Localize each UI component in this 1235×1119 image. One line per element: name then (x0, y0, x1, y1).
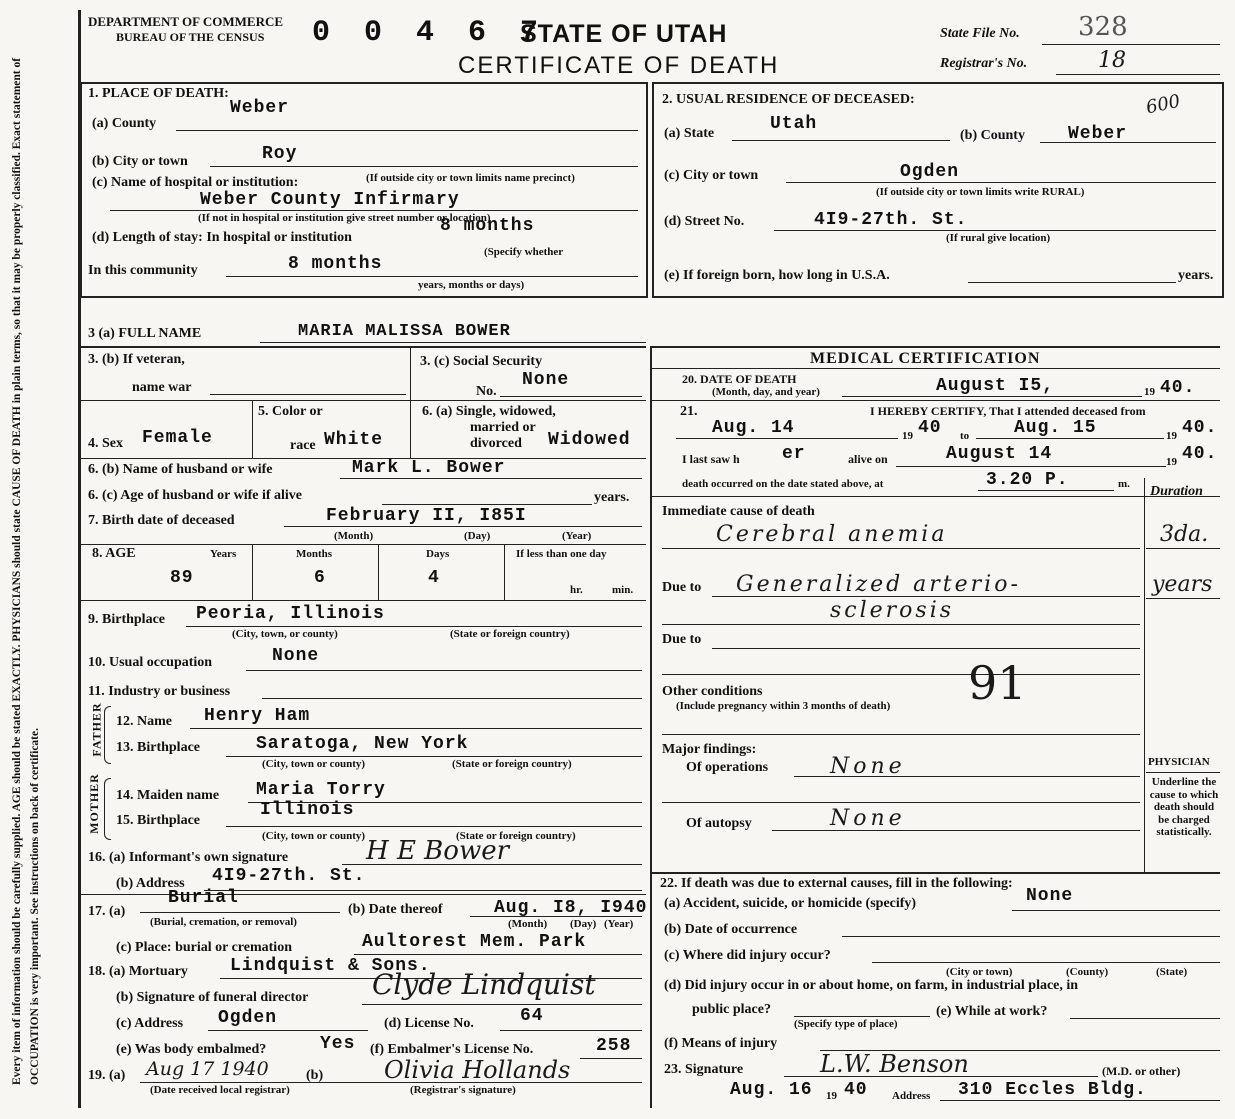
sig-address-label: Address (892, 1090, 931, 1102)
duration-label: Duration (1150, 484, 1203, 499)
column-divider (650, 346, 652, 1108)
embalmed-value: Yes (320, 1034, 356, 1054)
mother-name-value: Maria Torry (256, 780, 386, 800)
marital-value: Widowed (548, 430, 631, 450)
place-city-line (210, 166, 638, 167)
informant-address-line (204, 890, 642, 891)
external-label: 22. If death was due to external causes, fill in the following: (660, 876, 1013, 891)
state-file-value: 328 (1078, 12, 1128, 42)
marital-label-2: married or (470, 420, 536, 435)
res-street-line (774, 230, 1216, 231)
due-2b-line (662, 674, 1140, 675)
bureau-label: BUREAU OF THE CENSUS (116, 30, 265, 44)
disposal-line (140, 912, 340, 913)
age-min-label: min. (612, 584, 634, 596)
occurred-label: death occurred on the date stated above, at (682, 478, 884, 490)
due-line-1 (712, 596, 1140, 597)
embalmer-line (580, 1058, 642, 1059)
spouse-age-line (382, 504, 592, 505)
res-foreign-line (968, 282, 1176, 283)
war-line (210, 394, 406, 395)
res-state-value: Utah (770, 114, 818, 134)
accident-label: (a) Accident, suicide, or homicide (specify) (664, 896, 917, 911)
birthplace-value: Peoria, Illinois (196, 604, 385, 624)
accident-line (1012, 910, 1220, 911)
major-findings-label: Major findings: (662, 742, 757, 757)
medical-heading: MEDICAL CERTIFICATION (810, 350, 1041, 367)
mortuary-label: 18. (a) Mortuary (88, 964, 188, 979)
years-note: years, months or days) (418, 279, 525, 291)
serial-number: 0 0 4 6 7 (312, 16, 547, 50)
age-divider-1 (252, 544, 253, 600)
hospital-note: (If outside city or town limits name precinct) (366, 172, 575, 184)
sex-value: Female (142, 428, 213, 448)
occurrence-line (842, 936, 1220, 937)
operations-value: None (830, 754, 906, 779)
dod-year: 40. (1160, 378, 1196, 398)
age-years-value: 89 (170, 568, 194, 588)
where-label: (c) Where did injury occur? (664, 948, 831, 963)
informant-signature: H E Bower (366, 836, 510, 866)
mother-bracket (104, 778, 111, 840)
community-line (226, 276, 638, 277)
means-label: (f) Means of injury (664, 1036, 778, 1051)
other-note: (Include pregnancy within 3 months of death) (676, 700, 891, 712)
registrar-signature: Olivia Hollands (384, 1056, 571, 1084)
where-line (872, 962, 1220, 963)
director-line (362, 1004, 642, 1005)
birth-date-label: 7. Birth date of deceased (88, 513, 235, 528)
community-label: In this community (88, 263, 198, 278)
occupation-line (246, 670, 642, 671)
to-label: to (960, 430, 970, 442)
birth-date-value: February II, I85I (326, 506, 527, 526)
race-value: White (324, 430, 384, 450)
marital-label-3: divorced (470, 436, 522, 451)
father-name-line (190, 728, 642, 729)
stay-hospital-value: 8 months (440, 216, 535, 236)
public-note: (Specify type of place) (794, 1018, 898, 1030)
res-state-line (732, 140, 950, 141)
dt-year-note: (Year) (604, 918, 634, 930)
father-birthplace-label: 13. Birthplace (116, 740, 200, 755)
birth-month-note: (Month) (334, 530, 374, 542)
residence-heading: 2. USUAL RESIDENCE OF DECEASED: (662, 92, 915, 107)
residence-annotation: 600 (1144, 90, 1183, 119)
autopsy-line (772, 830, 1140, 831)
license-line (500, 1030, 642, 1031)
burial-place-value: Aultorest Mem. Park (362, 932, 587, 952)
mother-side-label: MOTHER (86, 773, 101, 834)
signature-year: 40 (844, 1080, 868, 1100)
lastsaw-date: August 14 (946, 444, 1053, 464)
father-side-label: FATHER (89, 702, 104, 757)
filed-line (140, 1082, 642, 1083)
disposal-value: Burial (168, 888, 239, 908)
state-title: STATE OF UTAH (520, 20, 728, 48)
hospital-note-2: (If not in hospital or institution give street number or location) (198, 212, 491, 224)
hospital-line (110, 210, 638, 211)
father-city-note: (City, town or county) (262, 758, 366, 770)
hospital-label: (c) Name of hospital or institution: (92, 175, 299, 190)
row-divider-2 (80, 400, 646, 401)
war-label: name war (132, 380, 192, 395)
age-label: 8. AGE (92, 546, 136, 561)
specify-note: (Specify whether (484, 246, 564, 258)
occupation-label: 10. Usual occupation (88, 655, 213, 670)
ss-line (500, 396, 642, 397)
spouse-age-suffix: years. (594, 490, 630, 505)
sex-race-divider (252, 400, 253, 458)
ss-value: None (522, 370, 570, 390)
father-birthplace-value: Saratoga, New York (256, 734, 469, 754)
res-county-line (1040, 142, 1216, 143)
dod-label: 20. DATE OF DEATH (682, 372, 797, 386)
birth-year-note: (Year) (562, 530, 592, 542)
mother-state-note: (State or foreign country) (456, 830, 576, 842)
lastsaw-label: I last saw h (682, 452, 740, 466)
spouse-label: 6. (b) Name of husband or wife (88, 462, 273, 477)
time-line (978, 490, 1114, 491)
accident-value: None (1026, 886, 1074, 906)
immediate-label: Immediate cause of death (662, 504, 815, 519)
birthplace-city-note: (City, town, or county) (232, 628, 338, 640)
dod-value: August I5, (936, 376, 1055, 396)
veteran-label: 3. (b) If veteran, (88, 352, 185, 367)
dod-line (842, 396, 1142, 397)
birthplace-label: 9. Birthplace (88, 612, 165, 627)
filed-date-value: Aug 17 1940 (146, 1058, 269, 1080)
age-divider-3 (504, 544, 505, 600)
informant-address-label: (b) Address (116, 876, 185, 891)
home-label: (d) Did injury occur in or about home, on farm, in industrial place, in (664, 978, 1079, 993)
res-foreign-label: (e) If foreign born, how long in U.S.A. (664, 268, 890, 283)
work-label: (e) While at work? (936, 1004, 1048, 1019)
row-divider-1 (80, 346, 646, 348)
from-19: 19 (902, 430, 913, 442)
father-state-note: (State or foreign country) (452, 758, 572, 770)
operations-line-2 (662, 802, 1140, 803)
father-bracket (104, 706, 111, 764)
lastsaw-value: er (782, 444, 806, 464)
age-row-bottom (80, 600, 646, 601)
informant-line (342, 864, 642, 865)
physician-note: Underline the cause to which death should be charged statistically. (1149, 776, 1219, 838)
res-foreign-suffix: years. (1178, 268, 1214, 283)
res-street-note: (If rural give location) (946, 232, 1051, 244)
due-value-1: Generalized arterio- (736, 572, 1021, 597)
age-days-value: 4 (428, 568, 440, 588)
physician-signature: L.W. Benson (820, 1050, 969, 1078)
dod-year-prefix: 19 (1144, 386, 1155, 398)
father-name-label: 12. Name (116, 714, 172, 729)
community-value: 8 months (288, 254, 383, 274)
res-county-value: Weber (1068, 124, 1128, 144)
operations-label: Of operations (686, 760, 769, 775)
birthplace-line (186, 626, 642, 627)
age-divider-2 (378, 544, 379, 600)
where-city-note: (City or town) (946, 966, 1013, 978)
hospital-value: Weber County Infirmary (200, 190, 460, 210)
physician-label: PHYSICIAN (1148, 756, 1210, 768)
sig-address-line (940, 1100, 1220, 1101)
signature-date: Aug. 16 (730, 1080, 813, 1100)
medical-heading-line (650, 368, 1220, 369)
birth-date-line (284, 526, 642, 527)
immediate-duration-line (1146, 548, 1220, 549)
m-label: m. (1118, 478, 1130, 490)
attended-to: Aug. 15 (1014, 418, 1097, 438)
birthplace-state-note: (State or foreign country) (450, 628, 570, 640)
to-year: 40. (1182, 418, 1218, 438)
lastsaw-line (896, 466, 1166, 467)
burial-place-label: (c) Place: burial or cremation (116, 940, 292, 955)
full-name-label: 3 (a) FULL NAME (88, 326, 202, 341)
physician-line (1146, 772, 1220, 773)
due-value-2: sclerosis (830, 598, 955, 623)
place-county-line (176, 130, 638, 131)
dod-note: (Month, day, and year) (712, 386, 820, 398)
due-duration: years (1152, 572, 1213, 597)
mother-name-label: 14. Maiden name (116, 788, 220, 803)
mortuary-address-line (208, 1030, 368, 1031)
spouse-value: Mark L. Bower (352, 458, 506, 478)
age-lessday-label: If less than one day (516, 548, 607, 560)
cause-top-line (650, 496, 1220, 497)
signature-19: 19 (826, 1090, 837, 1102)
ss-label: 3. (c) Social Security (420, 354, 543, 369)
registrar-no-value: 18 (1098, 48, 1126, 73)
place-of-death-heading: 1. PLACE OF DEATH: (88, 86, 229, 101)
mother-birthplace-value: Illinois (260, 800, 355, 820)
immediate-value: Cerebral anemia (716, 522, 948, 547)
due-duration-line (1146, 598, 1220, 599)
to-19: 19 (1166, 430, 1177, 442)
state-file-line (1042, 44, 1220, 45)
embalmer-value: 258 (596, 1036, 632, 1056)
occupation-value: None (272, 646, 320, 666)
alive-on-label: alive on (848, 452, 888, 466)
age-months-label: Months (296, 548, 333, 560)
occurrence-label: (b) Date of occurrence (664, 922, 798, 937)
work-line (1070, 1018, 1220, 1019)
res-state-label: (a) State (664, 126, 715, 141)
father-name-value: Henry Ham (204, 706, 311, 726)
lastsaw-19: 19 (1166, 456, 1177, 468)
certificate-title: CERTIFICATE OF DEATH (458, 52, 780, 79)
autopsy-label: Of autopsy (686, 816, 752, 831)
duration-divider (1144, 478, 1145, 872)
res-city-note: (If outside city or town limits write RURAL) (876, 186, 1085, 198)
public-line (794, 1016, 930, 1017)
age-row-top (80, 544, 646, 545)
certify-text: I HEREBY CERTIFY, That I attended deceased from (870, 404, 1146, 418)
birth-day-note: (Day) (464, 530, 491, 542)
date-thereof-line (470, 916, 642, 917)
race-marital-divider (410, 400, 411, 458)
res-street-label: (d) Street No. (664, 214, 745, 229)
md-label: (M.D. or other) (1102, 1064, 1181, 1078)
attended-to-line (976, 438, 1164, 439)
color-label: 5. Color or (258, 404, 323, 419)
date-thereof-label: (b) Date thereof (348, 902, 443, 917)
full-name-value: MARIA MALISSA BOWER (298, 322, 511, 341)
due-label: Due to (662, 580, 702, 595)
filed-note: (Date received local registrar) (150, 1084, 290, 1096)
registrar-no-label: Registrar's No. (940, 56, 1028, 71)
medical-top-line (650, 346, 1220, 348)
spouse-line (340, 478, 642, 479)
place-county-value: Weber (230, 98, 290, 118)
spouse-age-label: 6. (c) Age of husband or wife if alive (88, 488, 303, 503)
mother-birthplace-label: 15. Birthplace (116, 813, 200, 828)
due-2-label: Due to (662, 632, 702, 647)
ss-no-label: No. (476, 384, 497, 399)
immediate-line (662, 548, 1140, 549)
signature-label: 23. Signature (664, 1062, 744, 1077)
sig-address-value: 310 Eccles Bldg. (958, 1080, 1147, 1100)
marital-label-1: 6. (a) Single, widowed, (422, 404, 556, 419)
res-city-line (786, 182, 1216, 183)
director-signature: Clyde Lindquist (372, 968, 596, 1001)
due-2-line (712, 648, 1140, 649)
operations-line (794, 776, 1140, 777)
res-city-label: (c) City or town (664, 168, 759, 183)
filed-label: 19. (a) (88, 1068, 126, 1083)
stay-label: (d) Length of stay: In hospital or institution (92, 230, 352, 245)
embalmer-label: (f) Embalmer's License No. (370, 1042, 534, 1057)
place-city-value: Roy (262, 144, 298, 164)
father-birthplace-line (226, 756, 642, 757)
director-label: (b) Signature of funeral director (116, 990, 309, 1005)
medical-21-line (650, 400, 1220, 401)
registrar-line (1056, 74, 1220, 75)
dt-day-note: (Day) (570, 918, 597, 930)
side-instructions: Every item of information should be carefully supplied. AGE should be stated EXACTLY. PHYSICIANS should state CAUSE OF DEATH in plain terms, so that it may be properly classified. Exact statement of OCCUPATION is very important. See instructions on back of certificate. (11, 57, 41, 1085)
informant-label: 16. (a) Informant's own signature (88, 850, 289, 865)
date-thereof-value: Aug. I8, I940 (494, 898, 648, 918)
state-file-label: State File No. (940, 26, 1020, 41)
autopsy-value: None (830, 806, 906, 831)
res-county-label: (b) County (960, 128, 1025, 143)
attended-from-line (676, 438, 898, 439)
mortuary-value: Lindquist & Sons. (230, 956, 431, 976)
external-top-line (650, 872, 1220, 874)
mortuary-address-label: (c) Address (116, 1016, 184, 1031)
place-city-label: (b) City or town (92, 154, 188, 169)
full-name-line (260, 342, 646, 343)
mother-city-note: (City, town or county) (262, 830, 366, 842)
place-county-label: (a) County (92, 116, 157, 131)
time-value: 3.20 P. (986, 470, 1069, 490)
veteran-ss-divider (410, 346, 411, 400)
from-year: 40 (918, 418, 942, 438)
license-label: (d) License No. (384, 1016, 474, 1031)
other-mark: 91 (968, 656, 1027, 710)
other-label: Other conditions (662, 684, 763, 699)
dt-month-note: (Month) (508, 918, 548, 930)
public-label: public place? (692, 1002, 771, 1017)
dept-label: DEPARTMENT OF COMMERCE (88, 14, 284, 29)
res-city-value: Ogden (900, 162, 960, 182)
disposal-label: 17. (a) (88, 904, 126, 919)
informant-address-value: 4I9-27th. St. (212, 866, 366, 886)
race-label: race (290, 438, 316, 453)
industry-line (262, 698, 642, 699)
lastsaw-year: 40. (1182, 444, 1218, 464)
registrar-sig-note: (Registrar's signature) (410, 1084, 516, 1096)
immediate-duration: 3da. (1160, 522, 1209, 547)
burial-place-line (354, 954, 642, 955)
sex-label: 4. Sex (88, 436, 123, 451)
attended-from: Aug. 14 (712, 418, 795, 438)
mortuary-address-value: Ogden (218, 1008, 278, 1028)
embalmed-label: (e) Was body embalmed? (116, 1042, 267, 1057)
where-state-note: (State) (1156, 966, 1188, 978)
age-years-label: Years (210, 548, 237, 560)
due-line-2 (662, 624, 1140, 625)
other-line (662, 734, 1140, 735)
age-months-value: 6 (314, 568, 326, 588)
row-divider-17 (80, 894, 646, 895)
cert-21-label: 21. (680, 404, 698, 419)
filed-b-label: (b) (306, 1068, 324, 1083)
age-hr-label: hr. (570, 584, 583, 596)
industry-label: 11. Industry or business (88, 684, 231, 699)
age-days-label: Days (426, 548, 450, 560)
res-street-value: 4I9-27th. St. (814, 210, 968, 230)
disposal-note: (Burial, cremation, or removal) (150, 916, 297, 928)
where-county-note: (County) (1066, 966, 1109, 978)
mother-birthplace-line (226, 826, 642, 827)
license-value: 64 (520, 1006, 544, 1026)
signature-line (784, 1076, 1098, 1077)
